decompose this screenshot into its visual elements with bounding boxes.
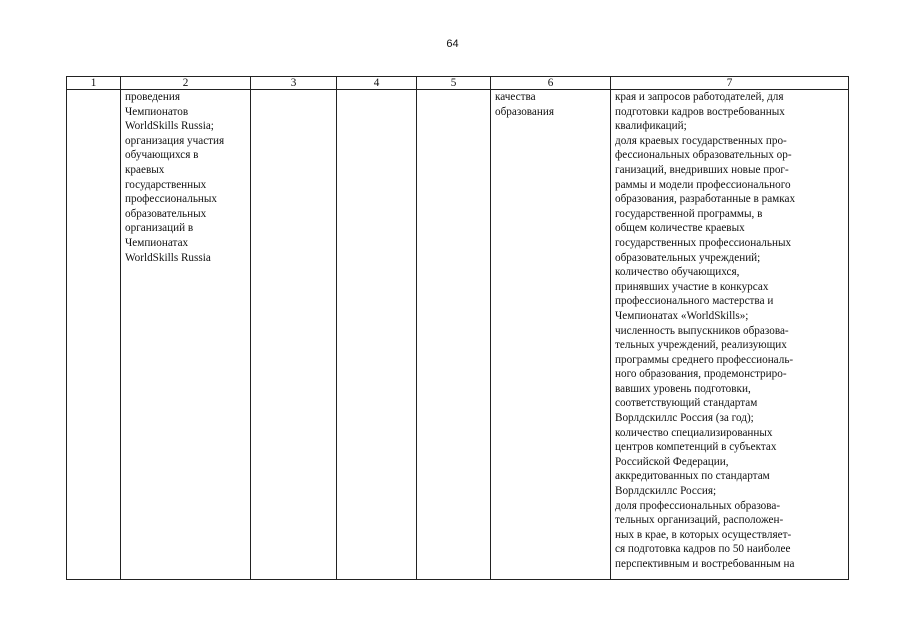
page-number: 64 xyxy=(446,38,459,50)
text-line: Чемпионатах «WorldSkills»; xyxy=(615,309,749,322)
text-line: образования xyxy=(495,105,555,118)
text-line: государственных профессиональных xyxy=(615,236,792,249)
text-line: WorldSkills Russia; xyxy=(125,120,214,133)
column-header-4: 4 xyxy=(337,77,417,90)
text-line: ся подготовка кадров по 50 наиболее xyxy=(615,543,791,556)
text-line: организаций в xyxy=(125,222,194,235)
column-header-1: 1 xyxy=(67,77,121,90)
program-indicators-table xyxy=(66,76,849,580)
text-line: профессиональных xyxy=(125,193,218,206)
text-line: подготовки кадров востребованных xyxy=(615,105,785,118)
text-line: профессионального мастерства и xyxy=(615,295,774,308)
cell-col3 xyxy=(251,90,337,580)
table-row xyxy=(67,90,849,580)
text-line: Ворлдскиллс Россия (за год); xyxy=(615,412,754,425)
cell-col2 xyxy=(121,90,251,580)
text-line: обучающихся в xyxy=(125,149,199,162)
text-line: доля краевых государственных про- xyxy=(615,134,787,147)
text-line: края и запросов работодателей, для xyxy=(615,91,784,103)
text-line: раммы и модели профессионального xyxy=(615,178,791,191)
text-line: программы среднего профессиональ- xyxy=(615,353,794,366)
text-line: ганизаций, внедривших новые прог- xyxy=(615,163,789,176)
text-line: перспективным и востребованным на xyxy=(615,558,795,570)
text-line: тельных организаций, расположен- xyxy=(615,514,784,527)
cell-col4 xyxy=(337,90,417,580)
text-line: организация участия xyxy=(125,134,225,147)
column-header-2: 2 xyxy=(121,77,251,90)
text-line: принявших участие в конкурсах xyxy=(615,280,769,293)
text-line: общем количестве краевых xyxy=(615,222,745,235)
text-line: образовательных учреждений; xyxy=(615,251,761,264)
text-line: Чемпионатов xyxy=(125,105,189,118)
text-line: численность выпускников образова- xyxy=(615,324,789,337)
column-header-3: 3 xyxy=(251,77,337,90)
text-line: Ворлдскиллс Россия; xyxy=(615,485,717,498)
text-line: количество специализированных xyxy=(615,426,773,439)
text-line: ного образования, продемонстриро- xyxy=(615,368,787,381)
column-header-5: 5 xyxy=(417,77,491,90)
column-number-row xyxy=(67,77,849,90)
text-line: фессиональных образовательных ор- xyxy=(615,149,792,162)
text-line: образования, разработанные в рамках xyxy=(615,193,796,206)
text-line: Российской Федерации, xyxy=(615,455,729,468)
text-line: вавших уровень подготовки, xyxy=(615,382,751,395)
cell-col6 xyxy=(491,90,611,580)
column-header-7: 7 xyxy=(611,77,849,90)
text-line: доля профессиональных образова- xyxy=(615,499,781,512)
text-line: аккредитованных по стандартам xyxy=(615,470,770,483)
text-line: WorldSkills Russia xyxy=(125,251,211,264)
column-header-6: 6 xyxy=(491,77,611,90)
text-line: краевых xyxy=(125,163,165,176)
text-line: государственной программы, в xyxy=(615,207,763,220)
cell-col5 xyxy=(417,90,491,580)
text-line: образовательных xyxy=(125,207,207,220)
cell-col1 xyxy=(67,90,121,580)
cell-col7 xyxy=(611,90,849,580)
text-line: ных в крае, в которых осуществляет- xyxy=(615,528,792,541)
text-line: количество обучающихся, xyxy=(615,266,740,279)
text-line: Чемпионатах xyxy=(125,236,189,249)
text-line: государственных xyxy=(125,178,207,191)
text-line: центров компетенций в субъектах xyxy=(615,441,777,454)
text-line: качества xyxy=(495,91,536,103)
text-line: квалификаций; xyxy=(615,120,687,133)
text-line: соответствующий стандартам xyxy=(615,397,758,410)
text-line: проведения xyxy=(125,91,180,103)
text-line: тельных учреждений, реализующих xyxy=(615,339,787,352)
